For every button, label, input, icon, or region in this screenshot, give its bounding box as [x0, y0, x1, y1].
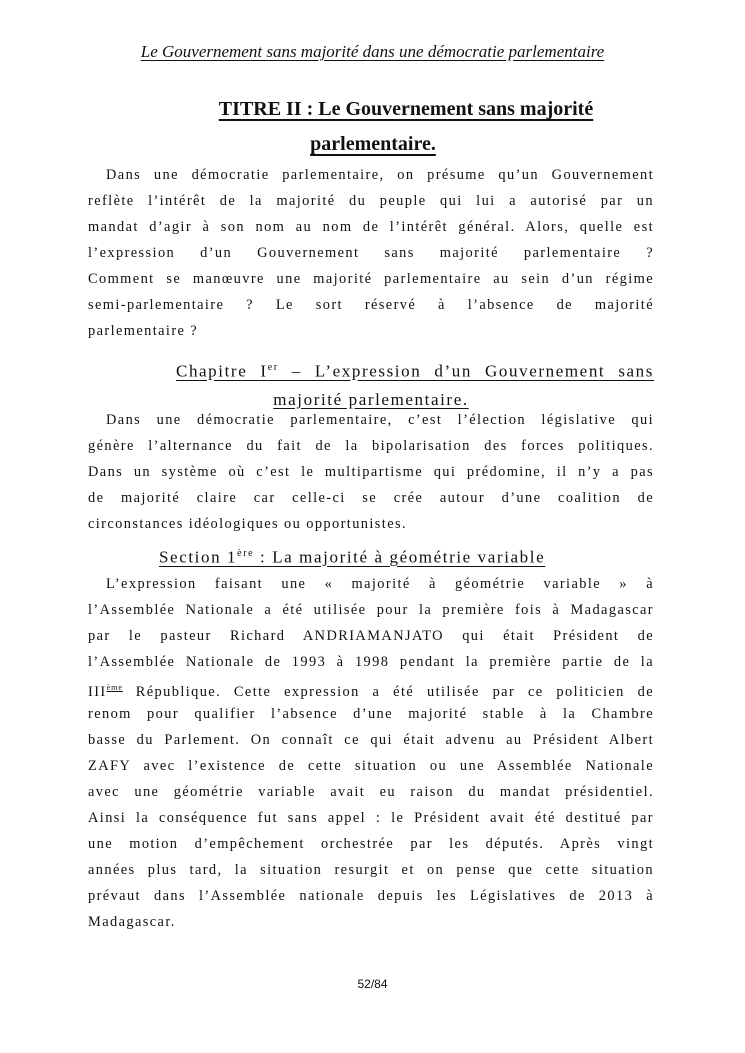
section-line: basse du Parlement. On connaît ce qui était advenu au Président Albert — [88, 732, 654, 748]
section-prefix: Section 1 — [159, 547, 238, 567]
chapter-paragraph — [88, 407, 654, 537]
chapter-line: Dans une démocratie parlementaire, c’est l’élection législative qui — [106, 412, 654, 428]
section-line: ZAFY avec l’existence de cette situation ou une Assemblée Nationale — [88, 758, 654, 774]
section-rest: : La majorité à géométrie variable — [254, 547, 546, 567]
chapter-sup: er — [267, 362, 279, 373]
chapter-heading-line-1 — [176, 354, 654, 386]
intro-line: Dans une démocratie parlementaire, on présume qu’un Gouvernement — [106, 167, 654, 183]
intro-paragraph — [88, 162, 654, 344]
intro-line: mandat d’agir à son nom au nom de l’intérêt général. Alors, quelle est — [88, 219, 654, 235]
chapter-line: Dans un système où c’est le multipartisme qui prédomine, il n’y a pas — [88, 464, 654, 480]
section-paragraph — [88, 571, 654, 935]
chapter-prefix: Chapitre I — [176, 361, 268, 381]
chapter-line: génère l’alternance du fait de la bipolarisation des forces politiques. — [88, 438, 654, 454]
intro-line: parlementaire ? — [88, 323, 199, 339]
title-line-1: TITRE II : Le Gouvernement sans majorité — [218, 98, 594, 120]
section-line: avec une géométrie variable avait eu raison du mandat présidentiel. — [88, 784, 654, 800]
section-line: années plus tard, la situation resurgit et on pense que cette situation — [88, 862, 654, 878]
intro-line: reflète l’intérêt de la majorité du peuple qui lui a autorisé par un — [88, 193, 654, 209]
page-number: 52/84 — [357, 977, 388, 991]
chapter-heading-line-2: majorité parlementaire. — [273, 389, 469, 409]
line5-rest: République. Cette expression a été utilisée par ce politicien de — [122, 684, 654, 700]
intro-line: semi-parlementaire ? Le sort réservé à l’absence de majorité — [88, 297, 654, 313]
chapter-line: circonstances idéologiques ou opportunistes. — [88, 516, 407, 532]
section-line-5 — [88, 675, 654, 701]
section-heading — [159, 540, 545, 572]
section-line: Madagascar. — [88, 914, 176, 930]
intro-line: Comment se manœuvre une majorité parlementaire au sein d’un régime — [88, 271, 654, 287]
chapter-line: de majorité claire car celle-ci se crée autour d’une coalition de — [88, 490, 654, 506]
section-line: Ainsi la conséquence fut sans appel : le Président avait été destitué par — [88, 810, 654, 826]
section-line: L’expression faisant une « majorité à géométrie variable » à — [106, 576, 654, 592]
intro-line: l’expression d’un Gouvernement sans majorité parlementaire ? — [88, 245, 654, 261]
ordinal-sup: ème — [106, 683, 123, 692]
chapter-line1-rest: – L’expression d’un Gouvernement sans — [278, 361, 655, 381]
roman-numeral: III — [88, 684, 107, 700]
section-line: par le pasteur Richard ANDRIAMANJATO qui était Président de — [88, 628, 654, 644]
section-line: renom pour qualifier l’absence d’une majorité stable à la Chambre — [88, 706, 654, 722]
section-line: prévaut dans l’Assemblée nationale depuis les Législatives de 2013 à — [88, 888, 654, 904]
running-header: Le Gouvernement sans majorité dans une démocratie parlementaire — [140, 42, 605, 61]
section-title — [88, 92, 658, 162]
section-line: l’Assemblée Nationale de 1993 à 1998 pendant la première partie de la — [88, 654, 654, 670]
section-line: une motion d’empêchement orchestrée par les députés. Après vingt — [88, 836, 654, 852]
section-line: l’Assemblée Nationale a été utilisée pour la première fois à Madagascar — [88, 602, 654, 618]
section-sup: ère — [237, 548, 255, 559]
chapter-heading — [176, 354, 654, 414]
title-line-2: parlementaire. — [310, 133, 436, 155]
